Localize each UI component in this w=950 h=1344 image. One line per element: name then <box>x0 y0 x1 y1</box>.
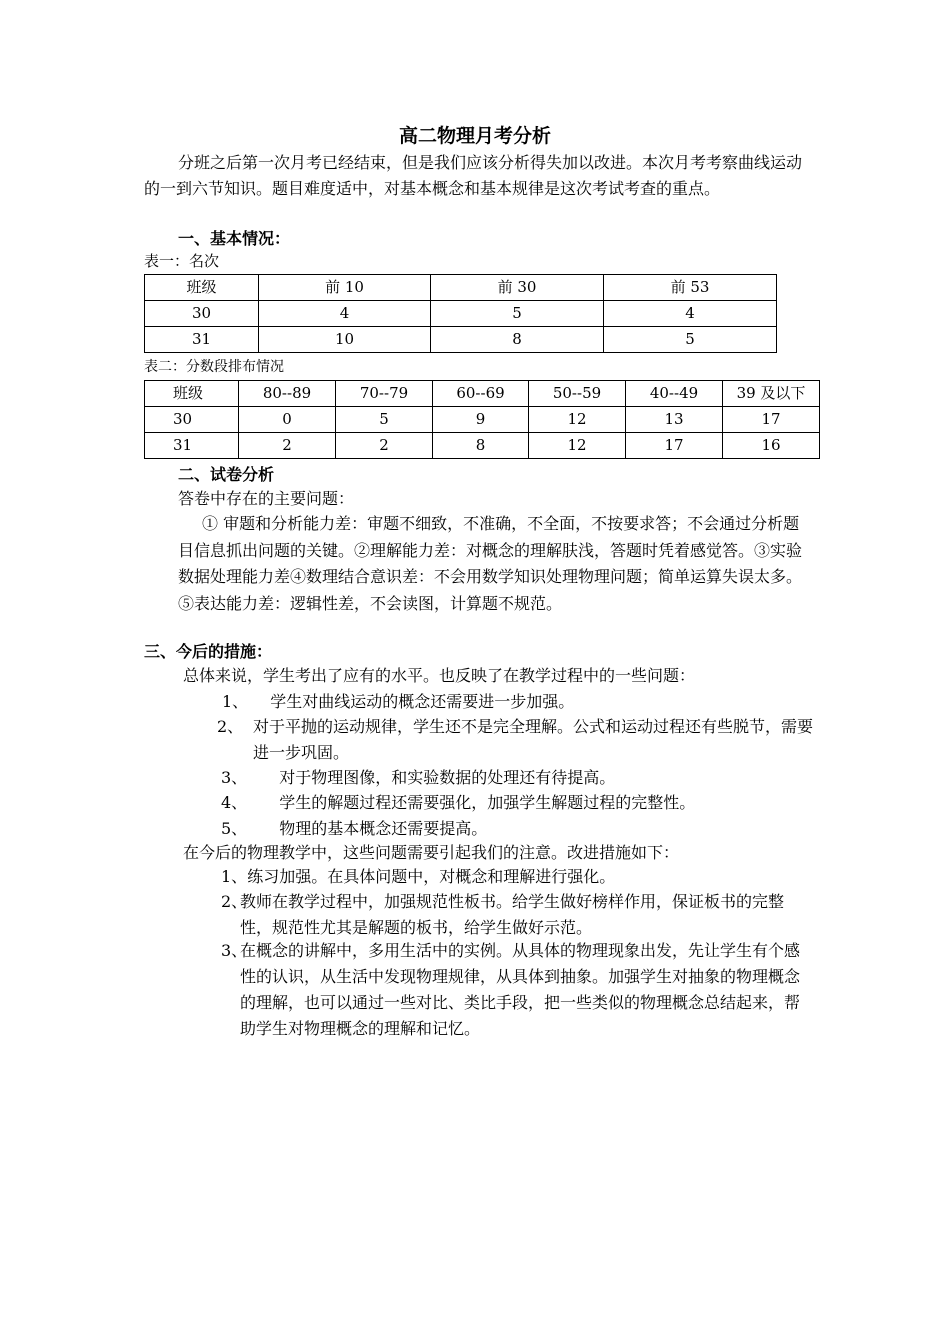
table-header-cell: 前 10 <box>259 275 431 301</box>
table-cell: 10 <box>259 327 431 353</box>
measure-item <box>221 864 615 890</box>
table-cell: 12 <box>529 407 626 433</box>
measure-number: 3、 <box>221 941 248 960</box>
table-row <box>145 301 777 327</box>
problem-item <box>217 714 817 766</box>
table-header-cell: 班级 <box>145 381 239 407</box>
score-distribution-table <box>144 380 820 459</box>
table-header-row <box>145 275 777 301</box>
measure-text: 教师在教学过程中，加强规范性板书。给学生做好榜样作用，保证板书的完整性，规范性尤其是解题的板书，给学生做好示范。 <box>240 892 785 937</box>
problem-number: 4、 <box>221 793 248 812</box>
table-row <box>145 407 820 433</box>
table-cell: 31 <box>145 433 239 459</box>
table-header-cell: 前 53 <box>604 275 777 301</box>
table-header-cell: 40--49 <box>626 381 723 407</box>
table-cell: 30 <box>145 407 239 433</box>
problem-number: 1、 <box>222 692 249 711</box>
table-header-cell: 50--59 <box>529 381 626 407</box>
section3-lead: 总体来说，学生考出了应有的水平。也反映了在教学过程中的一些问题： <box>183 666 696 685</box>
problem-text: 物理的基本概念还需要提高。 <box>279 819 488 838</box>
table-cell: 9 <box>433 407 529 433</box>
problem-text: 学生对曲线运动的概念还需要进一步加强。 <box>270 692 575 711</box>
measure-number: 2、 <box>221 892 248 911</box>
table-cell: 17 <box>723 407 820 433</box>
problem-item <box>221 790 695 816</box>
table-header-cell: 39 及以下 <box>723 381 820 407</box>
table-cell: 0 <box>239 407 336 433</box>
rank-table <box>144 274 777 353</box>
table2-caption: 表二：分数段排布情况 <box>144 359 284 375</box>
section2-lead: 答卷中存在的主要问题： <box>178 489 355 508</box>
table-cell: 2 <box>336 433 433 459</box>
measure-text: 在概念的讲解中，多用生活中的实例。从具体的物理现象出发，先让学生有个感性的认识，从生活中发现物理规律，从具体到抽象。加强学生对抽象的物理概念的理解，也可以通过一些对比、类比手段，把一些类似的物理概念总结起来，帮助学生对物理概念的理解和记忆。 <box>240 941 801 1038</box>
problem-text: 对于平抛的运动规律，学生还不是完全理解。公式和运动过程还有些脱节，需要进一步巩固。 <box>253 717 814 762</box>
problem-text: 对于物理图像，和实验数据的处理还有待提高。 <box>279 768 616 787</box>
problem-item <box>222 689 574 715</box>
table1-caption: 表一：名次 <box>144 252 220 270</box>
intro-paragraph: 分班之后第一次月考已经结束，但是我们应该分析得失加以改进。本次月考考察曲线运动的一到六节知识。题目难度适中，对基本概念和基本规律是这次考试考查的重点。 <box>144 153 803 198</box>
table-row <box>145 433 820 459</box>
table-header-cell: 班级 <box>145 275 259 301</box>
section1-heading: 一、基本情况： <box>178 229 291 248</box>
table-cell: 2 <box>239 433 336 459</box>
measure-item <box>221 889 811 941</box>
table-header-cell: 60--69 <box>433 381 529 407</box>
section3-lead2: 在今后的物理教学中，这些问题需要引起我们的注意。改进措施如下： <box>183 843 680 862</box>
problem-number: 5、 <box>221 819 248 838</box>
measure-text: 练习加强。在具体问题中，对概念和理解进行强化。 <box>247 867 616 886</box>
table-cell: 5 <box>431 301 604 327</box>
table-header-cell: 前 30 <box>431 275 604 301</box>
measure-number: 1、 <box>221 867 248 886</box>
table-cell: 8 <box>433 433 529 459</box>
problem-item <box>221 765 615 791</box>
table-header-row <box>145 381 820 407</box>
table-cell: 17 <box>626 433 723 459</box>
table-cell: 31 <box>145 327 259 353</box>
table-cell: 30 <box>145 301 259 327</box>
table-cell: 4 <box>604 301 777 327</box>
problem-text: 学生的解题过程还需要强化，加强学生解题过程的完整性。 <box>279 793 696 812</box>
document-title: 高二物理月考分析 <box>398 125 551 147</box>
table-cell: 8 <box>431 327 604 353</box>
table-header-cell: 80--89 <box>239 381 336 407</box>
problem-number: 3、 <box>221 768 248 787</box>
section2-heading: 二、试卷分析 <box>178 465 275 484</box>
section2-body: ① 审题和分析能力差：审题不细致，不准确，不全面，不按要求答；不会通过分析题目信息抓出问题的关键。②理解能力差：对概念的理解肤浅，答题时凭着感觉答。③实验数据处理能力差④数理结合意识差：不会用数学知识处理物理问题；简单运算失误太多。⑤表达能力差：逻辑性差，不会读图，计算题不规范。 <box>178 514 803 613</box>
section3-heading: 三、今后的措施： <box>144 642 273 661</box>
table-cell: 16 <box>723 433 820 459</box>
table-cell: 4 <box>259 301 431 327</box>
measure-item <box>221 938 811 1042</box>
problem-item <box>221 816 487 842</box>
table-cell: 13 <box>626 407 723 433</box>
table-row <box>145 327 777 353</box>
problem-number: 2、 <box>217 717 244 736</box>
table-cell: 5 <box>604 327 777 353</box>
table-header-cell: 70--79 <box>336 381 433 407</box>
table-cell: 5 <box>336 407 433 433</box>
table-cell: 12 <box>529 433 626 459</box>
